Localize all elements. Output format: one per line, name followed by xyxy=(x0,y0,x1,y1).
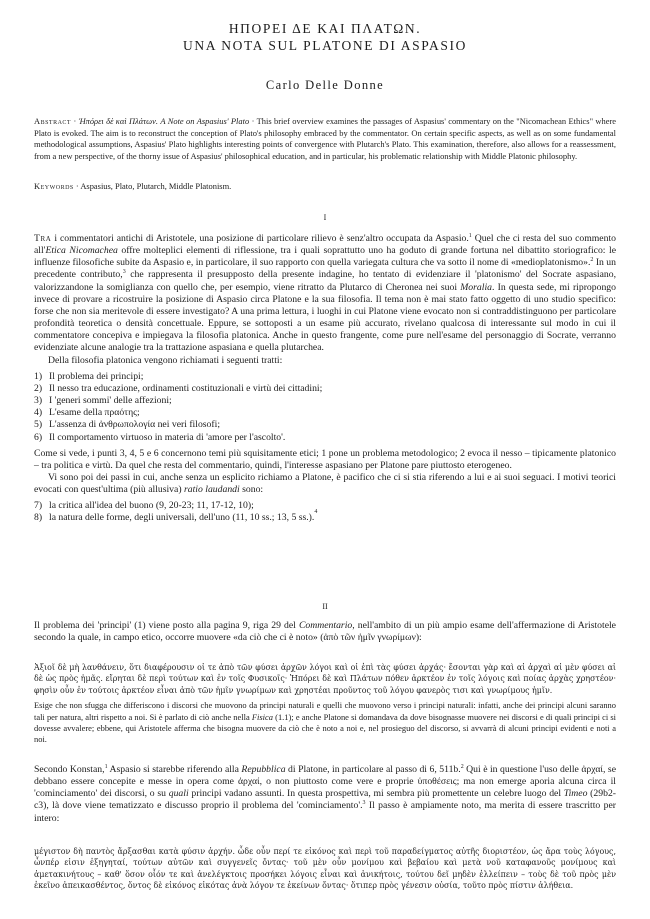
footnote-marker: 3 xyxy=(122,269,126,276)
list-text: L'assenza di ἀνθρωπολογία nei veri filosofi; xyxy=(49,419,221,431)
keywords-label: Keywords xyxy=(34,181,74,191)
keywords-text: Aspasius, Plato, Plutarch, Middle Platonism. xyxy=(80,181,232,191)
keywords xyxy=(34,181,616,191)
text-run: (1.1); e anche Platone si domandava da dove bisognasse muovere nei discorsi e di quali principi ci si dovesse avvalere; ebbene, qui Aristotele afferma che bisogna muovere da ciò che è noto a noi e, nel prosieguo del discorso, si avvarrà di alcuni principi evidenti e noti a noi. xyxy=(34,711,617,745)
list-number: 7) xyxy=(34,500,43,512)
article-title xyxy=(0,20,650,54)
text-run: In un precedente contributo, xyxy=(34,257,616,281)
text-run: Aspasio si starebbe riferendo alla xyxy=(107,764,242,775)
text-run: che rappresenta il presupposto della presente indagine, ho tentato di evidenziare il 'platonismo' del Socrate aspasiano, valorizzandone la somiglianza con quello che, per esempio, viene ritratto da Plutarco di Cheronea nei suoi xyxy=(34,269,616,293)
list-text: L'esame della πραότης; xyxy=(49,407,140,419)
list-item xyxy=(34,383,616,395)
text-italic: quali xyxy=(168,788,189,800)
list-text: la natura delle forme, degli universali, dell'uno (11, 10 ss.; 13, 5 ss.). xyxy=(49,512,315,524)
list-text: Il comportamento virtuoso in materia di 'amore per l'ascolto'. xyxy=(49,431,286,443)
drop-lead: Tra xyxy=(34,233,52,244)
abstract-text: · This brief overview examines the passages of Aspasius' commentary on the "Nicomachean Ethics" where Plato is evoked. The aim is to reconstruct the conception of Plato's philosophy embraced by the commentator. On certain specific aspects, as well as on some fundamental methodological assumptions, Aspasius' Plato highlights interesting points of convergence with Plutarch's Plato. This examination, therefore, also allows for a reassessment, from a new perspective, of the thorny issue of Aspasius' philosophical education, and in particular, his problematic relationship with Middle Platonic philosophy. xyxy=(34,116,616,161)
list-number: 4) xyxy=(34,407,43,419)
section-2-paragraph-2 xyxy=(34,764,616,825)
footnote-marker: 4 xyxy=(314,509,318,516)
translation-1 xyxy=(34,700,616,746)
list-text: I 'generi sommi' delle affezioni; xyxy=(49,395,172,407)
list-item xyxy=(34,371,616,383)
list-item xyxy=(34,395,616,407)
list-item xyxy=(34,509,616,524)
section-1-paragraph-4 xyxy=(34,472,616,496)
greek-quotation-1 xyxy=(34,662,616,746)
text-run: Qui è in questione l'uso delle ἀρχαί, se debbano essere concepite e messe in opera come ἀρχαί, o non piuttosto come vere e proprie ὑποθέσεις; ma non emerge aporia alcuna circa il 'cominciamento' dei discorsi, o su xyxy=(34,764,616,800)
text-run: Esige che non sfugga che differiscono i discorsi che muovono da principi naturali e quelli che muovono verso i principi naturali: infatti, anche dei principi alcuni saranno tali per natura, altri rispetto a noi. Si è parlato di ciò anche nella xyxy=(34,700,616,722)
footnote-marker: 1 xyxy=(104,763,108,770)
list-number: 3) xyxy=(34,395,43,407)
abstract-label: Abstract xyxy=(34,116,72,126)
list-number: 5) xyxy=(34,419,43,431)
text-run: Secondo Konstan, xyxy=(34,764,105,775)
text-run: Il problema dei 'principi' (1) viene posto alla pagina 9, riga 29 del xyxy=(34,620,299,631)
list-item xyxy=(34,432,616,444)
footnote-marker: 2 xyxy=(590,257,594,264)
section-1-number: I xyxy=(323,213,327,222)
text-run: sono: xyxy=(239,484,264,496)
section-1-paragraph-3: Come si vede, i punti 3, 4, 5 e 6 concernono temi più squisitamente etici; 1 pone un problema metodologico; 2 evoca il nesso – tipicamente platonico – tra politica e virtù. Da quel che resta del commentario, quindi, l'interesse aspasiano per Platone pare piuttosto eterogeneo. xyxy=(34,447,616,471)
text-italic: Moralia xyxy=(460,281,492,293)
text-run: . In questa sede, mi ripropongo invece di provare a ricostruire la posizione di Aspasio circa Platone e la sua filosofia. Il tema non è mai stato fatto oggetto di uno studio specifico: forse che non sia meritevole di essere investigato? A una prima lettura, i luoghi in cui Platone viene evocato non si contraddistinguono per particolare profondità teoretica o densità concettuale. Eppure, se sottoposti a un esame più accurato, rivelano qualcosa di interessante sul modo in cui il commentatore concepiva e impiegava la filosofia platonica. Anche in questo frangente, come pure nell'esame del personaggio di Socrate, verranno evidenziate alcune analogie tra la trattazione aspasiana e quella plutarchea. xyxy=(34,281,616,354)
text-italic: ratio laudandi xyxy=(183,484,240,496)
section-1-paragraph-2: Della filosofia platonica vengono richiamati i seguenti tratti: xyxy=(48,354,283,366)
list-number: 8) xyxy=(34,512,43,524)
footnote-marker: 2 xyxy=(460,763,464,770)
text-run: di Platone, in particolare al passo di 6, 511b. xyxy=(285,764,461,775)
list-text: Il problema dei principi; xyxy=(49,370,144,382)
section-2-paragraph-1 xyxy=(34,620,616,644)
text-run: , nell'ambito di un più ampio esame dell'affermazione di Aristotele secondo la quale, in campo etico, occorre muovere «da ciò che ci è noto» (ἀπὸ τῶν ἡμῖν γνωρίμων): xyxy=(34,620,616,644)
text-italic: Etica Nicomachea xyxy=(45,245,118,257)
abstract-title: Ἠπόρει δὲ καὶ Πλάτων. A Note on Aspasius' Plato xyxy=(78,116,250,126)
footnote-marker: 3 xyxy=(362,800,366,807)
text-run: offre molteplici elementi di riflessione, tra i quali soprattutto uno ha goduto di grande fortuna nel dibattito storiografico: le influenze filosofiche subite da Aspasio e, in particolare, il suo rapporto con quella variegata cultura che va sotto il nome di «medioplatonismo». xyxy=(34,245,616,269)
list-number: 6) xyxy=(34,431,43,443)
text-italic: Repubblica xyxy=(241,764,286,775)
text-run: i commentatori antichi di Aristotele, una posizione di particolare rilievo è senz'altro occupata da Aspasio. xyxy=(51,233,469,244)
text-italic: Commentario xyxy=(298,620,353,631)
list-item xyxy=(34,407,616,419)
section-1-body xyxy=(34,233,616,525)
section-2-number: II xyxy=(322,602,328,611)
list-number: 2) xyxy=(34,382,43,394)
list-item xyxy=(34,419,616,431)
text-italic: Timeo xyxy=(563,788,588,800)
text-run: principi vadano assunti. In questa prospettiva, mi sembra più promettente un celebre luogo del xyxy=(188,788,564,800)
text-run: (29b2-c3), là dove viene tematizzato e discusso proprio il problema del 'cominciamento'. xyxy=(34,788,617,812)
keywords-separator: · xyxy=(73,181,81,191)
motifs-list xyxy=(34,500,616,524)
title-greek: ΗΠΟΡΕΙ ΔΕ ΚΑΙ ΠΛΑΤΩΝ. xyxy=(228,21,422,36)
text-run: Vi sono poi dei passi in cui, anche senza un esplicito richiamo a Platone, è pacifico che ci si stia riferendo a lui e ai suoi seguaci. I motivi teorici evocati con quest'ultima (più allusiva) xyxy=(34,471,616,496)
abstract-separator: · xyxy=(71,116,79,126)
list-item xyxy=(34,500,616,512)
greek-quotation-2 xyxy=(34,846,616,892)
footnote-marker: 1 xyxy=(468,232,472,239)
list-number: 1) xyxy=(34,370,43,382)
text-run: Il passo è ampiamente noto, ma merita di essere trascritto per intero: xyxy=(34,800,616,824)
list-text: Il nesso tra educazione, ordinamenti costituzionali e virtù dei cittadini; xyxy=(49,382,323,394)
title-italian: UNA NOTA SUL PLATONE DI ASPASIO xyxy=(183,38,467,53)
traits-list xyxy=(34,371,616,444)
text-italic: Fisica xyxy=(251,711,273,722)
list-text: la critica all'idea del buono (9, 20-23; 11, 17-12, 10); xyxy=(49,500,254,512)
abstract xyxy=(34,116,616,162)
section-1-paragraph-1 xyxy=(34,233,616,355)
greek-text: μέγιστον δὴ παντὸς ἄρξασθαι κατὰ φύσιν ἀρχήν. ὧδε οὖν περί τε εἰκόνος καὶ περὶ τοῦ παραδείγματος αὐτῆς διοριστέον, ὡς ἄρα τοὺς λόγους, ὧνπέρ εἰσιν ἐξηγηταί, τούτων αὐτῶν καὶ συγγενεῖς ὄντας· τοῦ μὲν οὖν μονίμου καὶ βεβαίου καὶ μετὰ νοῦ καταφανοῦς μονίμους καὶ ἀμετακινήτους – καθ' ὅσον οἷόν τε καὶ ἀνελέγκτοις προσήκει λόγοις εἶναι καὶ ἀνικήτοις, τούτου δεῖ μηδὲν ἐλλείπειν – τοὺς δὲ τοῦ πρὸς μὲν ἐκεῖνο ἀπεικασθέντος, ὄντος δὲ εἰκόνος εἰκότας ἀνὰ λόγον τε ἐκείνων ὄντας· ὅτιπερ πρὸς γένεσιν οὐσία, τοῦτο πρὸς πίστιν ἀλήθεια. xyxy=(34,847,616,891)
author-name: Carlo Delle Donne xyxy=(265,78,385,92)
text-run: Quel che ci resta del suo commento all' xyxy=(34,233,616,257)
greek-text: Ἀξιοῖ δὲ μὴ λανθάνειν, ὅτι διαφέρουσιν οἱ τε ἀπὸ τῶν φύσει ἀρχῶν λόγοι καὶ οἱ ἐπὶ τὰς φύσει ἀρχάς· ἔσονται γὰρ καὶ αἱ ἀρχαὶ αἱ μὲν φύσει αἱ δὲ ὡς πρὸς ἡμᾶς. εἴρηται δὲ περὶ τούτων καὶ ἐν τοῖς Φυσικοῖς· Ἠπόρει δὲ καὶ Πλάτων πόθεν ἀρκτέον ἐν τοῖς λόγοις καὶ ποίας ἀρχὰς χρηστέον· φησὶν οὖν ἐν τούτοις ἀρκτέον εἶναι ἀπὸ τῶν ἡμῖν γνωρίμων καὶ χρηστέαι προῦντος τοῦ λόγου φανερὸς τισι καὶ γνωρίμους ἡμῖν. xyxy=(34,663,616,695)
